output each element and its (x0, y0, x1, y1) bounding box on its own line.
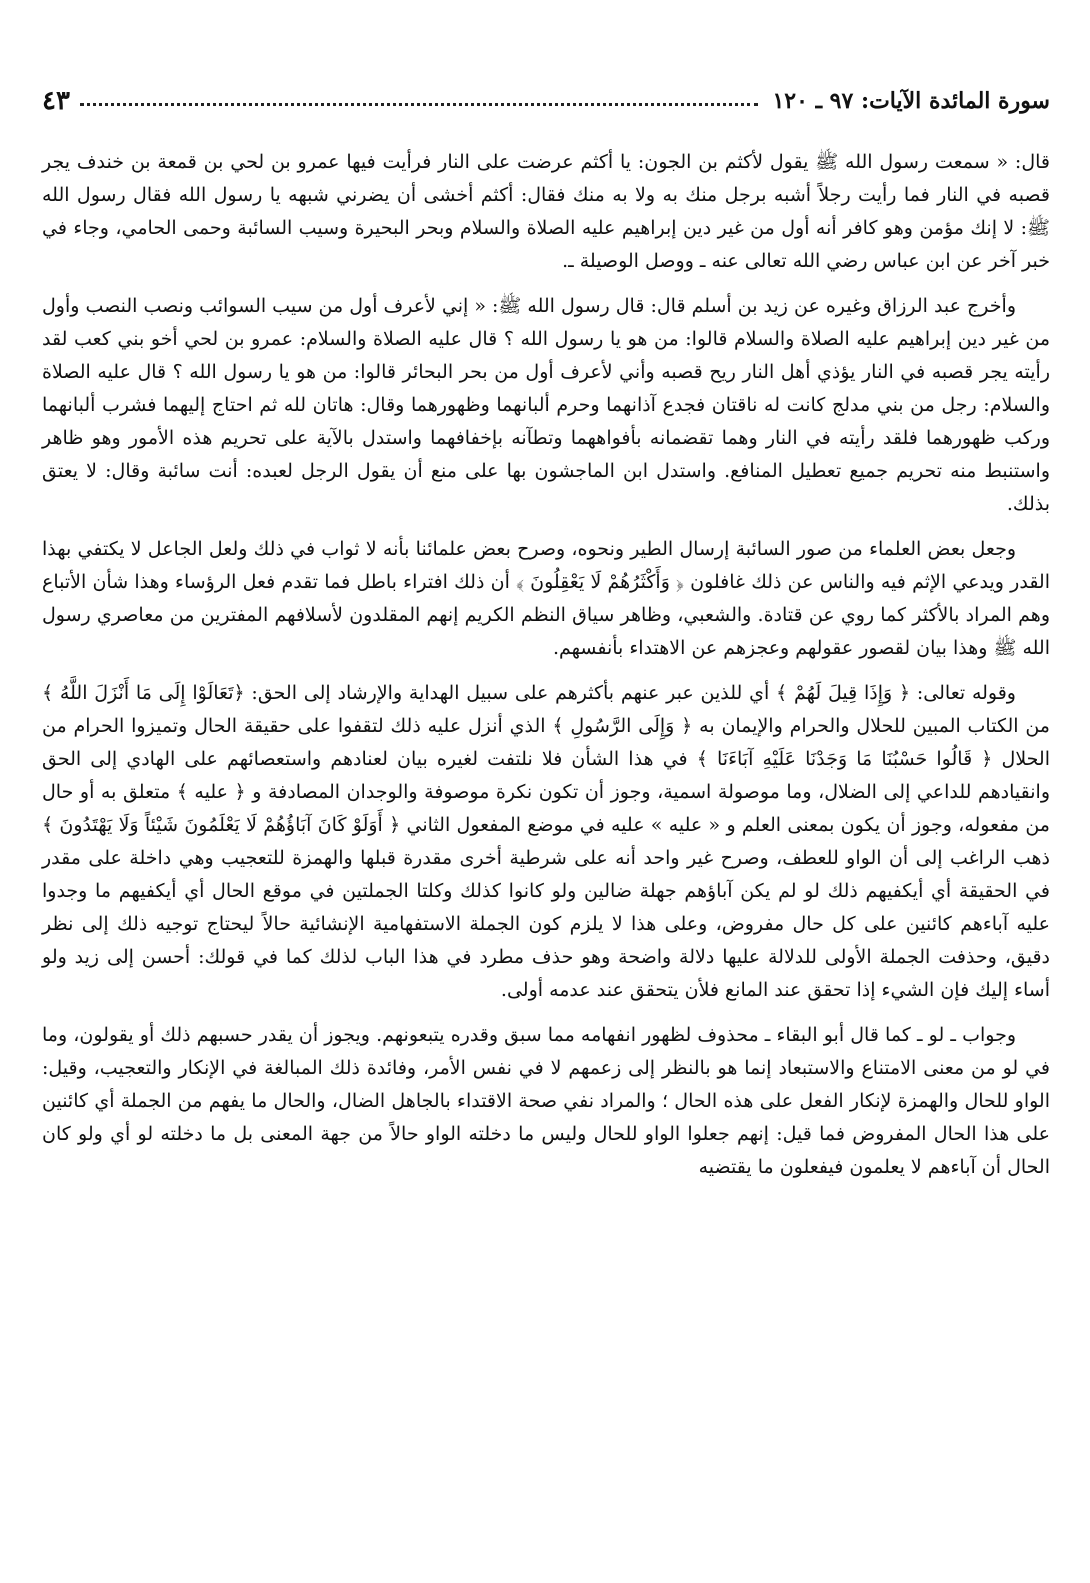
page-number: ٤٣ (42, 86, 70, 116)
document-page (42, 0, 1050, 1583)
running-title: سورة المائدة الآيات: ٩٧ ـ ١٢٠ (772, 88, 1050, 114)
body-text (42, 146, 1050, 1196)
paragraph: وجعل بعض العلماء من صور السائبة إرسال الطير ونحوه، وصرح بعض علمائنا بأنه لا ثواب في ذلك ولعل الجاعل لا يكتفي بهذا القدر ويدعي الإثم فيه والناس عن ذلك غافلون ﴿ وَأَكْثَرُهُمْ لَا يَعْقِلُونَ ﴾ أن ذلك افتراء باطل فما تقدم فعل الرؤساء وهذا شأن الأتباع وهم المراد بالأكثر كما روي عن قتادة. والشعبي، وظاهر سياق النظم الكريم إنهم المقلدون لأسلافهم المفترين من معاصري رسول الله ﷺ وهذا بيان لقصور عقولهم وعجزهم عن الاهتداء بأنفسهم. (42, 538, 1050, 659)
paragraph: وجواب ـ لو ـ كما قال أبو البقاء ـ محذوف لظهور انفهامه مما سبق وقدره يتبعونهم. ويجوز أن يقدر حسبهم ذلك أو يقولون، وما في لو من معنى الامتناع والاستبعاد إنما هو بالنظر إلى زعمهم لا في نفس الأمر، وفائدة ذلك المبالغة في الإنكار والتعجيب، وقيل: الواو للحال والهمزة لإنكار الفعل على هذه الحال ؛ والمراد نفي صحة الاقتداء بالجاهل الضال، والحال ما يفهم من الجملة أي كائنين على هذا الحال المفروض فما قيل: إنهم جعلوا الواو للحال وليس ما دخلته الواو حالاً من جهة المعنى بل ما دخلته لو أي ولو كان الحال أن آباءهم لا يعلمون فيفعلون ما يقتضيه (42, 1024, 1050, 1178)
running-header (42, 84, 1050, 118)
paragraph: وأخرج عبد الرزاق وغيره عن زيد بن أسلم قال: قال رسول الله ﷺ: « إني لأعرف أول من سيب السوائب ونصب النصب وأول من غير دين إبراهيم عليه الصلاة والسلام قالوا: من هو يا رسول الله ؟ قال عليه الصلاة والسلام: عمرو بن لحي أخو بني كعب لقد رأيته يجر قصبه في النار يؤذي أهل النار ريح قصبه وأني لأعرف أول من بحر البحائر قالوا: من هو يا رسول الله ؟ قال عليه الصلاة والسلام: رجل من بني مدلج كانت له ناقتان فجدع آذانهما وحرم ألبانهما وظهورهما وقال: هاتان لله ثم احتاج إليهما فشرب ألبانهما وركب ظهورهما فلقد رأيته في النار وهما تقضمانه بأفواههما وتطآنه بإخفافهما واستدل بالآية على تحريم هذه الأمور وهو ظاهر واستنبط منه تحريم جميع تعطيل المنافع. واستدل ابن الماجشون بها على منع أن يقول الرجل لعبده: أنت سائبة وقال: لا يعتق بذلك. (42, 295, 1050, 515)
leader-dots (80, 103, 759, 106)
paragraph: وقوله تعالى: ﴿ وَإِذَا قِيلَ لَهُمْ ﴾ أي للذين عبر عنهم بأكثرهم على سبيل الهداية والإرشاد إلى الحق: ﴿تَعَالَوْا إِلَى مَا أَنْزَلَ اللَّهُ ﴾ من الكتاب المبين للحلال والحرام والإيمان به ﴿ وَإِلَى الرَّسُولِ ﴾ الذي أنزل عليه ذلك لتقفوا على حقيقة الحال وتميزوا الحرام من الحلال ﴿ قَالُوا حَسْبُنَا مَا وَجَدْنَا عَلَيْهِ آبَاءَنَا ﴾ في هذا الشأن فلا نلتفت لغيره بيان لعنادهم واستعصائهم على الهادي إلى الحق وانقيادهم للداعي إلى الضلال، وما موصولة اسمية، وجوز أن تكون نكرة موصوفة والوجدان المصادفة و ﴿ عليه ﴾ متعلق به أو حال من مفعوله، وجوز أن يكون بمعنى العلم و « عليه » عليه في موضع المفعول الثاني ﴿ أَوَلَوْ كَانَ آبَاؤُهُمْ لَا يَعْلَمُونَ شَيْئاً وَلَا يَهْتَدُونَ ﴾ ذهب الراغب إلى أن الواو للعطف، وصرح غير واحد أنه على شرطية أخرى مقدرة قبلها والهمزة للتعجيب وهي داخلة على مقدر في الحقيقة أي أيكفيهم ذلك لو لم يكن آباؤهم جهلة ضالين ولو كانوا كذلك وكلتا الجملتين في موقع الحال أي أيكفيهم ما وجدوا عليه آباءهم كائنين على كل حال مفروض، وعلى هذا لا يلزم كون الجملة الاستفهامية الإنشائية حالاً ليحتاج توجيه ذلك إلى نظر دقيق، وحذفت الجملة الأولى للدلالة عليها دلالة واضحة وهو حذف مطرد في هذا الباب لذلك كما في قولك: أحسن إلى زيد ولو أساء إليك فإن الشيء إذا تحقق عند المانع فلأن يتحقق عند عدمه أولى. (42, 682, 1050, 1001)
paragraph: قال: « سمعت رسول الله ﷺ يقول لأكثم بن الجون: يا أكثم عرضت على النار فرأيت فيها عمرو بن لحي بن قمعة بن خندف يجر قصبه في النار فما رأيت رجلاً أشبه برجل منك به ولا به منك فقال: أكثم أخشى أن يضرني شبهه يا رسول الله فقال رسول الله ﷺ: لا إنك مؤمن وهو كافر أنه أول من غير دين إبراهيم عليه الصلاة والسلام وبحر البحيرة وسيب السائبة وحمى الحامي، وجاء في خبر آخر عن ابن عباس رضي الله تعالى عنه ـ ووصل الوصيلة ـ. (42, 151, 1050, 272)
